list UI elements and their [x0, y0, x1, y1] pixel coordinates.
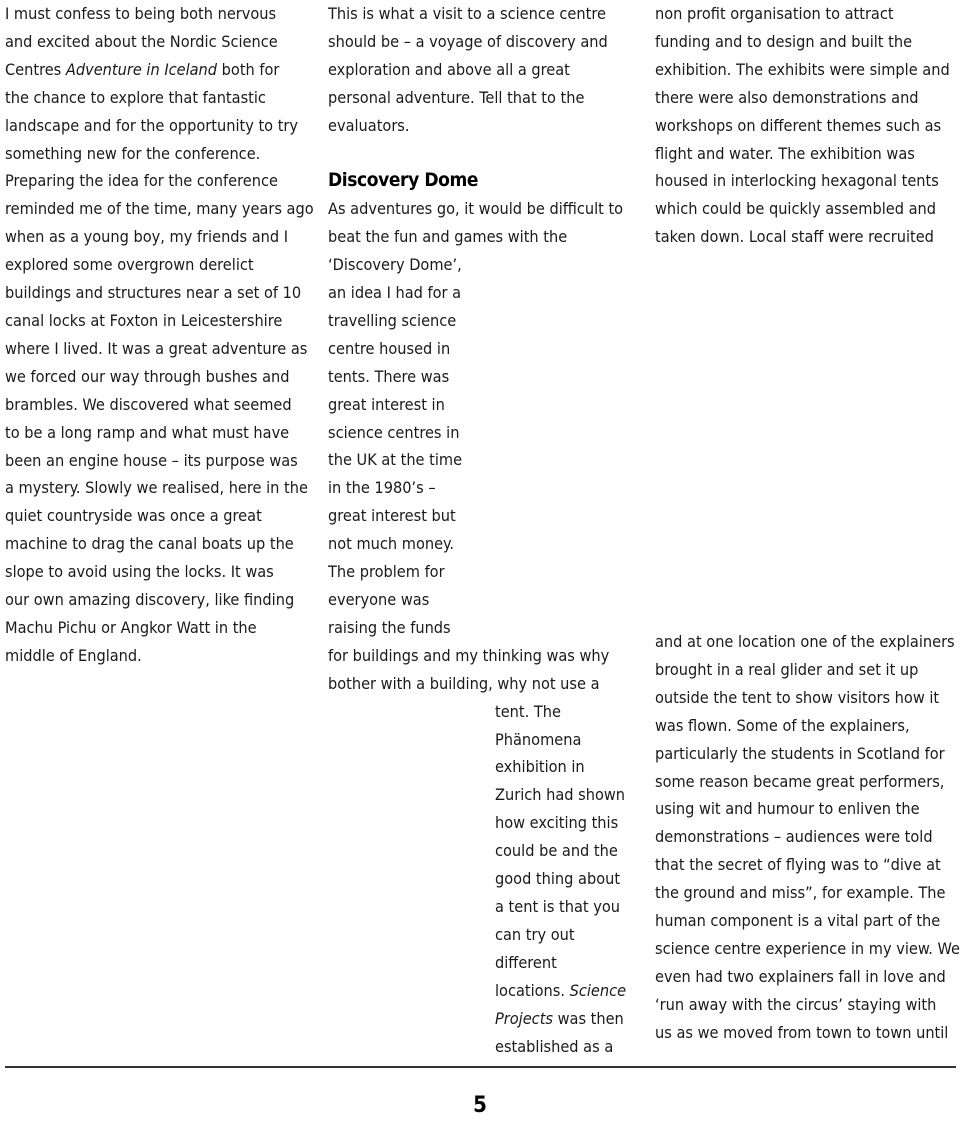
italic-science: Science: [569, 980, 627, 1000]
text-line: can try out: [495, 924, 575, 944]
section-heading: Discovery Dome: [328, 169, 479, 192]
text-line: I must confess to being both nervous: [5, 4, 277, 23]
text-line: ‘Discovery Dome’,: [328, 255, 462, 275]
text-line: machine to drag the canal boats up the: [5, 534, 294, 554]
column-1: [5, 0, 314, 670]
text-line: and at one location one of the explainers: [655, 632, 955, 651]
text-line: quiet countryside was once a great: [5, 506, 262, 526]
text-line: human component is a vital part of the: [655, 911, 941, 931]
text-line: when as a young boy, my friends and I: [5, 227, 289, 247]
text-line: ‘run away with the circus’ staying with: [655, 994, 937, 1014]
text-line: funding and to design and built the: [655, 31, 913, 51]
page-number: 5: [473, 1093, 487, 1118]
text-line: This is what a visit to a science centre: [328, 4, 606, 23]
text-line: travelling science: [328, 310, 457, 330]
text-line: Phänomena: [495, 729, 582, 749]
text-line: some reason became great performers,: [655, 771, 945, 791]
text-line: evaluators.: [328, 115, 410, 135]
text-line: Machu Pichu or Angkor Watt in the: [5, 617, 257, 637]
text-line: non profit organisation to attract: [655, 4, 894, 23]
text-line: beat the fun and games with the: [328, 227, 568, 247]
text-line: exhibition. The exhibits were simple and: [655, 59, 950, 79]
text-line: centre housed in: [328, 338, 451, 358]
text-line: we forced our way through bushes and: [5, 366, 290, 386]
text-line: housed in interlocking hexagonal tents: [655, 171, 939, 191]
text-line: and excited about the Nordic Science: [5, 31, 278, 51]
text-line: there were also demonstrations and: [655, 87, 919, 107]
text-line: something new for the conference.: [5, 143, 261, 163]
text-line: science centre experience in my view. We: [655, 938, 960, 958]
text-line: a tent is that you: [495, 896, 620, 916]
text-fragment: was then: [552, 1008, 624, 1028]
text-line: explored some overgrown derelict: [5, 255, 254, 275]
text-line: been an engine house – its purpose was: [5, 450, 298, 470]
italic-projects: Projects: [495, 1008, 553, 1028]
text-line: taken down. Local staff were recruited: [655, 227, 934, 247]
text-line: not much money.: [328, 534, 454, 554]
text-line: [328, 977, 633, 1005]
text-line: brought in a real glider and set it up: [655, 659, 919, 679]
text-line: tents. There was: [328, 366, 450, 386]
text-line: exhibition in: [495, 757, 585, 777]
text-line: which could be quickly assembled and: [655, 199, 936, 219]
text-line: bother with a building, why not use a: [328, 673, 600, 693]
text-line: middle of England.: [5, 645, 142, 665]
text-line: a mystery. Slowly we realised, here in the: [5, 478, 308, 498]
text-line: should be – a voyage of discovery and: [328, 31, 608, 51]
text-line: outside the tent to show visitors how it: [655, 687, 940, 707]
text-line: slope to avoid using the locks. It was: [5, 562, 274, 582]
text-line: As adventures go, it would be difficult to: [328, 199, 624, 219]
text-line: exploration and above all a great: [328, 59, 570, 79]
text-line: canal locks at Foxton in Leicestershire: [5, 310, 283, 330]
text-line: [328, 1005, 633, 1033]
text-line: workshops on different themes such as: [655, 115, 942, 135]
text-line: different: [495, 952, 557, 972]
text-line: good thing about: [495, 869, 621, 889]
text-fragment: both for: [217, 59, 280, 79]
text-line: to be a long ramp and what must have: [5, 422, 290, 442]
text-line: landscape and for the opportunity to try: [5, 115, 298, 135]
text-line: Zurich had shown: [495, 785, 625, 805]
italic-title: Adventure in Iceland: [65, 59, 218, 79]
text-line: the UK at the time: [328, 450, 463, 470]
footer-divider: [5, 1066, 956, 1068]
text-line: that the secret of flying was to “dive at: [655, 855, 941, 875]
text-line: raising the funds: [328, 617, 451, 637]
text-line: an idea I had for a: [328, 283, 462, 303]
text-line: using wit and humour to enliven the: [655, 799, 920, 819]
text-line: reminded me of the time, many years ago: [5, 199, 314, 219]
spacer: [328, 140, 633, 168]
text-line: [5, 56, 310, 84]
text-fragment: Centres: [5, 59, 66, 79]
text-line: demonstrations – audiences were told: [655, 827, 933, 847]
text-line: science centres in: [328, 422, 460, 442]
text-line: great interest in: [328, 394, 445, 414]
column-3-top: [655, 0, 960, 251]
text-fragment: locations.: [495, 980, 570, 1000]
text-line: brambles. We discovered what seemed: [5, 394, 292, 414]
text-line: personal adventure. Tell that to the: [328, 87, 585, 107]
text-line: in the 1980’s –: [328, 478, 436, 498]
text-line: how exciting this: [495, 813, 619, 833]
text-line: was flown. Some of the explainers,: [655, 715, 910, 735]
text-line: tent. The: [495, 701, 561, 721]
text-line: established as a: [495, 1036, 614, 1056]
text-line: buildings and structures near a set of 10: [5, 283, 302, 303]
text-line: our own amazing discovery, like finding: [5, 590, 295, 610]
text-line: for buildings and my thinking was why: [328, 645, 610, 665]
text-line: flight and water. The exhibition was: [655, 143, 915, 163]
text-line: The problem for: [328, 562, 445, 582]
text-line: the ground and miss”, for example. The: [655, 883, 946, 903]
text-line: us as we moved from town to town until: [655, 1022, 949, 1042]
column-3-bottom: [655, 628, 960, 1047]
text-line: where I lived. It was a great adventure as: [5, 338, 308, 358]
text-line: even had two explainers fall in love and: [655, 966, 946, 986]
text-line: could be and the: [495, 841, 618, 861]
text-line: the chance to explore that fantastic: [5, 87, 266, 107]
text-line: particularly the students in Scotland for: [655, 743, 945, 763]
text-line: everyone was: [328, 590, 430, 610]
column-2: [328, 0, 633, 1060]
text-line: great interest but: [328, 506, 456, 526]
text-line: Preparing the idea for the conference: [5, 171, 278, 191]
